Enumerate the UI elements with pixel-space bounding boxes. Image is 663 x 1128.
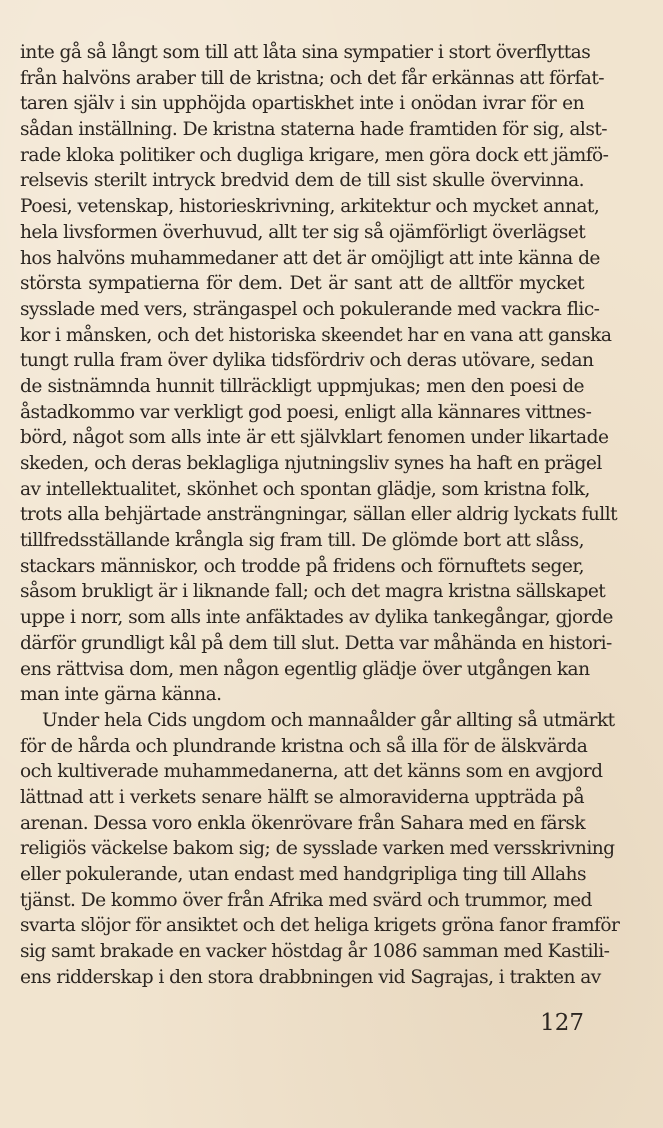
- text-line: börd, något som alls inte är ett självklart fenomen under likartade: [20, 427, 609, 449]
- text-line: lättnad att i verkets senare hälft se almoraviderna uppträda på: [20, 786, 584, 808]
- text-line: tungt rulla fram över dylika tidsfördriv och deras utövare, sedan: [20, 350, 594, 372]
- text-line: åstadkommo var verkligt god poesi, enligt alla kännares vittnes-: [20, 401, 592, 423]
- text-line: inte gå så långt som till att låta sina sympatier i stort överflyttas: [20, 42, 591, 63]
- text-line: Under hela Cids ungdom och mannaålder går allting så utmärkt: [42, 709, 615, 731]
- text-line: från halvöns araber till de kristna; och det får erkännas att förfat-: [20, 67, 604, 89]
- text-line: trots alla behjärtade ansträngningar, sällan eller aldrig lyckats fullt: [20, 504, 618, 526]
- text-line: de sistnämnda hunnit tillräckligt uppmjukas; men den poesi de: [20, 375, 584, 397]
- body-text: [20, 40, 620, 990]
- text-line: uppe i norr, som alls inte anfäktades av dylika tankegångar, gjorde: [20, 607, 613, 629]
- text-line: skeden, och deras beklagliga njutningsliv synes ha haft en prägel: [20, 453, 602, 474]
- text-line: svarta slöjor för ansiktet och det heliga krigets gröna fanor framför: [20, 915, 620, 937]
- text-line: tillfredsställande krångla sig fram till. De glömde bort att slåss,: [20, 530, 584, 552]
- text-line: för de hårda och plundrande kristna och så illa för de älskvärda: [20, 735, 588, 757]
- text-line: och kultiverade muhammedanerna, att det känns som en avgjord: [20, 761, 603, 783]
- text-line: såsom brukligt är i liknande fall; och det magra kristna sällskapet: [20, 581, 606, 603]
- text-line: religiös väckelse bakom sig; de sysslade varken med versskrivning: [20, 838, 615, 860]
- text-line: man inte gärna känna.: [20, 684, 222, 706]
- text-line: stackars människor, och trodde på fridens och förnuftets seger,: [20, 555, 584, 577]
- text-line: hela livsformen överhuvud, allt ter sig så ojämförligt överlägset: [20, 221, 586, 243]
- text-line: Poesi, vetenskap, historieskrivning, arkitektur och mycket annat,: [20, 196, 600, 218]
- text-line: sig samt brakade en vacker höstdag år 1086 samman med Kastili-: [20, 941, 610, 963]
- text-line: hos halvöns muhammedaner att det är omöjligt att inte känna de: [20, 247, 600, 269]
- text-line: ens rättvisa dom, men någon egentlig glädje över utgången kan: [20, 658, 590, 680]
- page-number: 127: [540, 1010, 584, 1036]
- text-line: största sympatierna för dem. Det är sant att de alltför mycket: [20, 273, 584, 295]
- text-line: sysslade med vers, strängaspel och pokulerande med vackra flic-: [20, 298, 600, 320]
- text-line: ens ridderskap i den stora drabbningen vid Sagrajas, i trakten av: [20, 966, 601, 988]
- text-line: eller pokulerande, utan endast med handgripliga ting till Allahs: [20, 864, 586, 885]
- text-line: arenan. Dessa voro enkla ökenrövare från Sahara med en färsk: [20, 812, 586, 834]
- text-line: relsevis sterilt intryck bredvid dem de till sist skulle övervinna.: [20, 170, 584, 192]
- text-line: rade kloka politiker och dugliga krigare, men göra dock ett jämfö-: [20, 144, 609, 166]
- text-line: taren själv i sin upphöjda opartiskhet inte i onödan ivrar för en: [20, 93, 584, 115]
- text-line: tjänst. De kommo över från Afrika med svärd och trummor, med: [20, 889, 592, 911]
- paragraph-1: [20, 40, 618, 708]
- text-line: av intellektualitet, skönhet och spontan glädje, som kristna folk,: [20, 478, 590, 500]
- text-line: därför grundligt kål på dem till slut. Detta var måhända en histori-: [20, 632, 612, 654]
- text-line: kor i månsken, och det historiska skeendet har en vana att ganska: [20, 324, 612, 346]
- paragraph-2: [20, 708, 620, 991]
- text-line: sådan inställning. De kristna staterna hade framtiden för sig, alst-: [20, 119, 607, 141]
